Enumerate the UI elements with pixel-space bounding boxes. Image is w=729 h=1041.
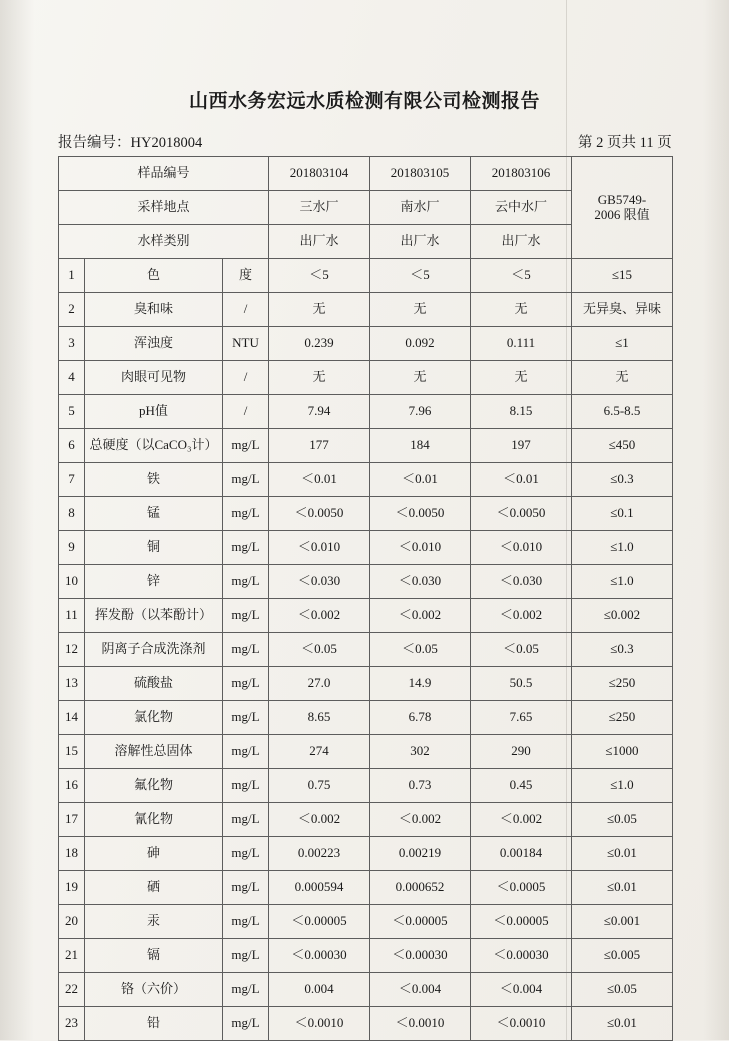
value-sample-3: 无 xyxy=(471,293,572,327)
parameter-unit: mg/L xyxy=(223,463,269,497)
value-sample-1: ＜0.01 xyxy=(269,463,370,497)
row-index: 14 xyxy=(59,701,85,735)
water-type-3: 出厂水 xyxy=(471,225,572,259)
value-sample-2: ＜0.00030 xyxy=(370,939,471,973)
value-sample-1: 0.75 xyxy=(269,769,370,803)
value-sample-2: 无 xyxy=(370,361,471,395)
value-sample-1: ＜5 xyxy=(269,259,370,293)
value-sample-2: ＜0.05 xyxy=(370,633,471,667)
parameter-unit: mg/L xyxy=(223,769,269,803)
value-sample-2: 0.73 xyxy=(370,769,471,803)
table-row xyxy=(59,701,673,735)
sampling-site-2: 南水厂 xyxy=(370,191,471,225)
parameter-name: 总硬度（以CaCO₃计） xyxy=(85,429,223,463)
value-sample-1: 7.94 xyxy=(269,395,370,429)
table-row xyxy=(59,259,673,293)
value-sample-3: ＜0.00030 xyxy=(471,939,572,973)
parameter-unit: mg/L xyxy=(223,973,269,1007)
value-sample-3: 197 xyxy=(471,429,572,463)
parameter-name: 肉眼可见物 xyxy=(85,361,223,395)
standard-limit: ≤1.0 xyxy=(572,769,673,803)
value-sample-3: ＜0.01 xyxy=(471,463,572,497)
value-sample-3: ＜0.030 xyxy=(471,565,572,599)
value-sample-1: ＜0.0010 xyxy=(269,1007,370,1041)
table-row xyxy=(59,293,673,327)
row-index: 13 xyxy=(59,667,85,701)
row-index: 21 xyxy=(59,939,85,973)
table-row xyxy=(59,463,673,497)
standard-limit: ≤250 xyxy=(572,701,673,735)
table-row xyxy=(59,531,673,565)
value-sample-1: ＜0.002 xyxy=(269,599,370,633)
standard-limit: 无异臭、异味 xyxy=(572,293,673,327)
parameter-unit: / xyxy=(223,361,269,395)
value-sample-3: 0.00184 xyxy=(471,837,572,871)
standard-limit: ≤0.01 xyxy=(572,837,673,871)
value-sample-2: ＜0.010 xyxy=(370,531,471,565)
table-row xyxy=(59,497,673,531)
row-index: 4 xyxy=(59,361,85,395)
row-index: 23 xyxy=(59,1007,85,1041)
value-sample-3: 7.65 xyxy=(471,701,572,735)
parameter-name: 砷 xyxy=(85,837,223,871)
parameter-name: 铬（六价） xyxy=(85,973,223,1007)
standard-limit: 6.5-8.5 xyxy=(572,395,673,429)
value-sample-2: ＜5 xyxy=(370,259,471,293)
table-row xyxy=(59,633,673,667)
value-sample-2: 302 xyxy=(370,735,471,769)
value-sample-3: 0.45 xyxy=(471,769,572,803)
parameter-unit: mg/L xyxy=(223,429,269,463)
row-index: 18 xyxy=(59,837,85,871)
header-label-sample-no: 样品编号 xyxy=(59,157,269,191)
value-sample-1: ＜0.030 xyxy=(269,565,370,599)
parameter-unit: / xyxy=(223,395,269,429)
table-row xyxy=(59,395,673,429)
standard-limit: ≤450 xyxy=(572,429,673,463)
value-sample-2: 0.000652 xyxy=(370,871,471,905)
standard-limit: ≤0.05 xyxy=(572,803,673,837)
parameter-unit: mg/L xyxy=(223,939,269,973)
value-sample-2: ＜0.004 xyxy=(370,973,471,1007)
parameter-unit: mg/L xyxy=(223,701,269,735)
table-row xyxy=(59,667,673,701)
parameter-unit: mg/L xyxy=(223,565,269,599)
value-sample-1: ＜0.0050 xyxy=(269,497,370,531)
standard-limit: ≤1.0 xyxy=(572,565,673,599)
value-sample-2: 184 xyxy=(370,429,471,463)
water-type-1: 出厂水 xyxy=(269,225,370,259)
value-sample-1: 0.239 xyxy=(269,327,370,361)
parameter-unit: mg/L xyxy=(223,837,269,871)
parameter-unit: mg/L xyxy=(223,667,269,701)
parameter-name: 铁 xyxy=(85,463,223,497)
value-sample-2: ＜0.002 xyxy=(370,803,471,837)
row-index: 20 xyxy=(59,905,85,939)
parameter-name: 挥发酚（以苯酚计） xyxy=(85,599,223,633)
parameter-unit: mg/L xyxy=(223,735,269,769)
standard-limit: ≤0.3 xyxy=(572,463,673,497)
value-sample-1: ＜0.00005 xyxy=(269,905,370,939)
table-row xyxy=(59,769,673,803)
value-sample-3: ＜0.002 xyxy=(471,803,572,837)
row-index: 6 xyxy=(59,429,85,463)
standard-limit: 无 xyxy=(572,361,673,395)
value-sample-1: 27.0 xyxy=(269,667,370,701)
value-sample-1: ＜0.002 xyxy=(269,803,370,837)
value-sample-2: 7.96 xyxy=(370,395,471,429)
water-type-2: 出厂水 xyxy=(370,225,471,259)
standard-limit: ≤0.3 xyxy=(572,633,673,667)
sample-number-2: 201803105 xyxy=(370,157,471,191)
standard-limit: ≤1000 xyxy=(572,735,673,769)
parameter-name: 汞 xyxy=(85,905,223,939)
value-sample-3: 50.5 xyxy=(471,667,572,701)
parameter-name: 铜 xyxy=(85,531,223,565)
row-index: 9 xyxy=(59,531,85,565)
row-index: 3 xyxy=(59,327,85,361)
standard-limit: ≤0.002 xyxy=(572,599,673,633)
row-index: 12 xyxy=(59,633,85,667)
parameter-unit: mg/L xyxy=(223,497,269,531)
standard-limit: ≤250 xyxy=(572,667,673,701)
standard-limit: ≤1 xyxy=(572,327,673,361)
value-sample-2: 14.9 xyxy=(370,667,471,701)
value-sample-3: ＜0.004 xyxy=(471,973,572,1007)
value-sample-1: 0.00223 xyxy=(269,837,370,871)
row-index: 8 xyxy=(59,497,85,531)
report-number: 报告编号：HY2018004 xyxy=(58,135,203,151)
parameter-name: 锌 xyxy=(85,565,223,599)
value-sample-3: ＜0.010 xyxy=(471,531,572,565)
parameter-unit: NTU xyxy=(223,327,269,361)
table-row xyxy=(59,565,673,599)
row-index: 10 xyxy=(59,565,85,599)
limit-header: GB5749- 2006 限值 xyxy=(572,157,673,259)
standard-limit: ≤15 xyxy=(572,259,673,293)
table-row xyxy=(59,837,673,871)
parameter-name: 氯化物 xyxy=(85,701,223,735)
table-row xyxy=(59,803,673,837)
value-sample-2: 6.78 xyxy=(370,701,471,735)
value-sample-3: 8.15 xyxy=(471,395,572,429)
value-sample-2: ＜0.030 xyxy=(370,565,471,599)
parameter-name: 臭和味 xyxy=(85,293,223,327)
standard-limit: ≤0.005 xyxy=(572,939,673,973)
standard-limit: ≤0.01 xyxy=(572,1007,673,1041)
sample-number-3: 201803106 xyxy=(471,157,572,191)
row-index: 1 xyxy=(59,259,85,293)
row-index: 11 xyxy=(59,599,85,633)
value-sample-2: 无 xyxy=(370,293,471,327)
table-row xyxy=(59,599,673,633)
parameter-name: 色 xyxy=(85,259,223,293)
sampling-site-3: 云中水厂 xyxy=(471,191,572,225)
header-label-sampling-site: 采样地点 xyxy=(59,191,269,225)
table-row xyxy=(59,905,673,939)
value-sample-3: ＜0.0010 xyxy=(471,1007,572,1041)
parameter-name: 溶解性总固体 xyxy=(85,735,223,769)
standard-limit: ≤0.1 xyxy=(572,497,673,531)
value-sample-1: 0.000594 xyxy=(269,871,370,905)
parameter-unit: mg/L xyxy=(223,1007,269,1041)
page-title: 山西水务宏远水质检测有限公司检测报告 xyxy=(188,90,540,112)
parameter-name: 硫酸盐 xyxy=(85,667,223,701)
parameter-name: 阴离子合成洗涤剂 xyxy=(85,633,223,667)
value-sample-2: 0.00219 xyxy=(370,837,471,871)
row-index: 15 xyxy=(59,735,85,769)
value-sample-3: ＜5 xyxy=(471,259,572,293)
value-sample-1: 无 xyxy=(269,361,370,395)
table-row xyxy=(59,1007,673,1041)
value-sample-2: ＜0.00005 xyxy=(370,905,471,939)
table-row xyxy=(59,735,673,769)
parameter-name: 铅 xyxy=(85,1007,223,1041)
value-sample-1: ＜0.010 xyxy=(269,531,370,565)
parameter-unit: 度 xyxy=(223,259,269,293)
header-label-water-type: 水样类别 xyxy=(59,225,269,259)
value-sample-3: ＜0.0005 xyxy=(471,871,572,905)
parameter-name: 浑浊度 xyxy=(85,327,223,361)
value-sample-3: 0.111 xyxy=(471,327,572,361)
value-sample-3: ＜0.0050 xyxy=(471,497,572,531)
parameter-unit: mg/L xyxy=(223,599,269,633)
value-sample-1: 8.65 xyxy=(269,701,370,735)
row-index: 5 xyxy=(59,395,85,429)
parameter-name: 硒 xyxy=(85,871,223,905)
value-sample-1: 177 xyxy=(269,429,370,463)
table-row xyxy=(59,871,673,905)
table-body xyxy=(59,157,673,1041)
value-sample-2: ＜0.0010 xyxy=(370,1007,471,1041)
table-row xyxy=(59,939,673,973)
standard-limit: ≤0.05 xyxy=(572,973,673,1007)
parameter-unit: mg/L xyxy=(223,531,269,565)
value-sample-2: 0.092 xyxy=(370,327,471,361)
parameter-name: pH值 xyxy=(85,395,223,429)
row-index: 17 xyxy=(59,803,85,837)
water-quality-table xyxy=(58,156,673,1041)
value-sample-2: ＜0.0050 xyxy=(370,497,471,531)
table-row xyxy=(59,327,673,361)
value-sample-1: 无 xyxy=(269,293,370,327)
value-sample-2: ＜0.01 xyxy=(370,463,471,497)
parameter-name: 氰化物 xyxy=(85,803,223,837)
row-index: 22 xyxy=(59,973,85,1007)
parameter-unit: mg/L xyxy=(223,803,269,837)
value-sample-3: ＜0.002 xyxy=(471,599,572,633)
value-sample-3: ＜0.00005 xyxy=(471,905,572,939)
value-sample-1: 0.004 xyxy=(269,973,370,1007)
parameter-name: 镉 xyxy=(85,939,223,973)
row-index: 16 xyxy=(59,769,85,803)
value-sample-3: 无 xyxy=(471,361,572,395)
row-index: 19 xyxy=(59,871,85,905)
parameter-name: 锰 xyxy=(85,497,223,531)
standard-limit: ≤1.0 xyxy=(572,531,673,565)
value-sample-3: 290 xyxy=(471,735,572,769)
parameter-unit: mg/L xyxy=(223,871,269,905)
value-sample-1: ＜0.05 xyxy=(269,633,370,667)
row-index: 2 xyxy=(59,293,85,327)
parameter-name: 氟化物 xyxy=(85,769,223,803)
sample-number-1: 201803104 xyxy=(269,157,370,191)
value-sample-1: 274 xyxy=(269,735,370,769)
page-indicator: 第 2 页共 11 页 xyxy=(578,135,672,151)
value-sample-1: ＜0.00030 xyxy=(269,939,370,973)
parameter-unit: mg/L xyxy=(223,633,269,667)
table-row xyxy=(59,429,673,463)
table-row xyxy=(59,973,673,1007)
sampling-site-1: 三水厂 xyxy=(269,191,370,225)
parameter-unit: mg/L xyxy=(223,905,269,939)
header-row-sample-no xyxy=(59,157,673,191)
parameter-unit: / xyxy=(223,293,269,327)
value-sample-2: ＜0.002 xyxy=(370,599,471,633)
standard-limit: ≤0.01 xyxy=(572,871,673,905)
row-index: 7 xyxy=(59,463,85,497)
table-row xyxy=(59,361,673,395)
standard-limit: ≤0.001 xyxy=(572,905,673,939)
value-sample-3: ＜0.05 xyxy=(471,633,572,667)
